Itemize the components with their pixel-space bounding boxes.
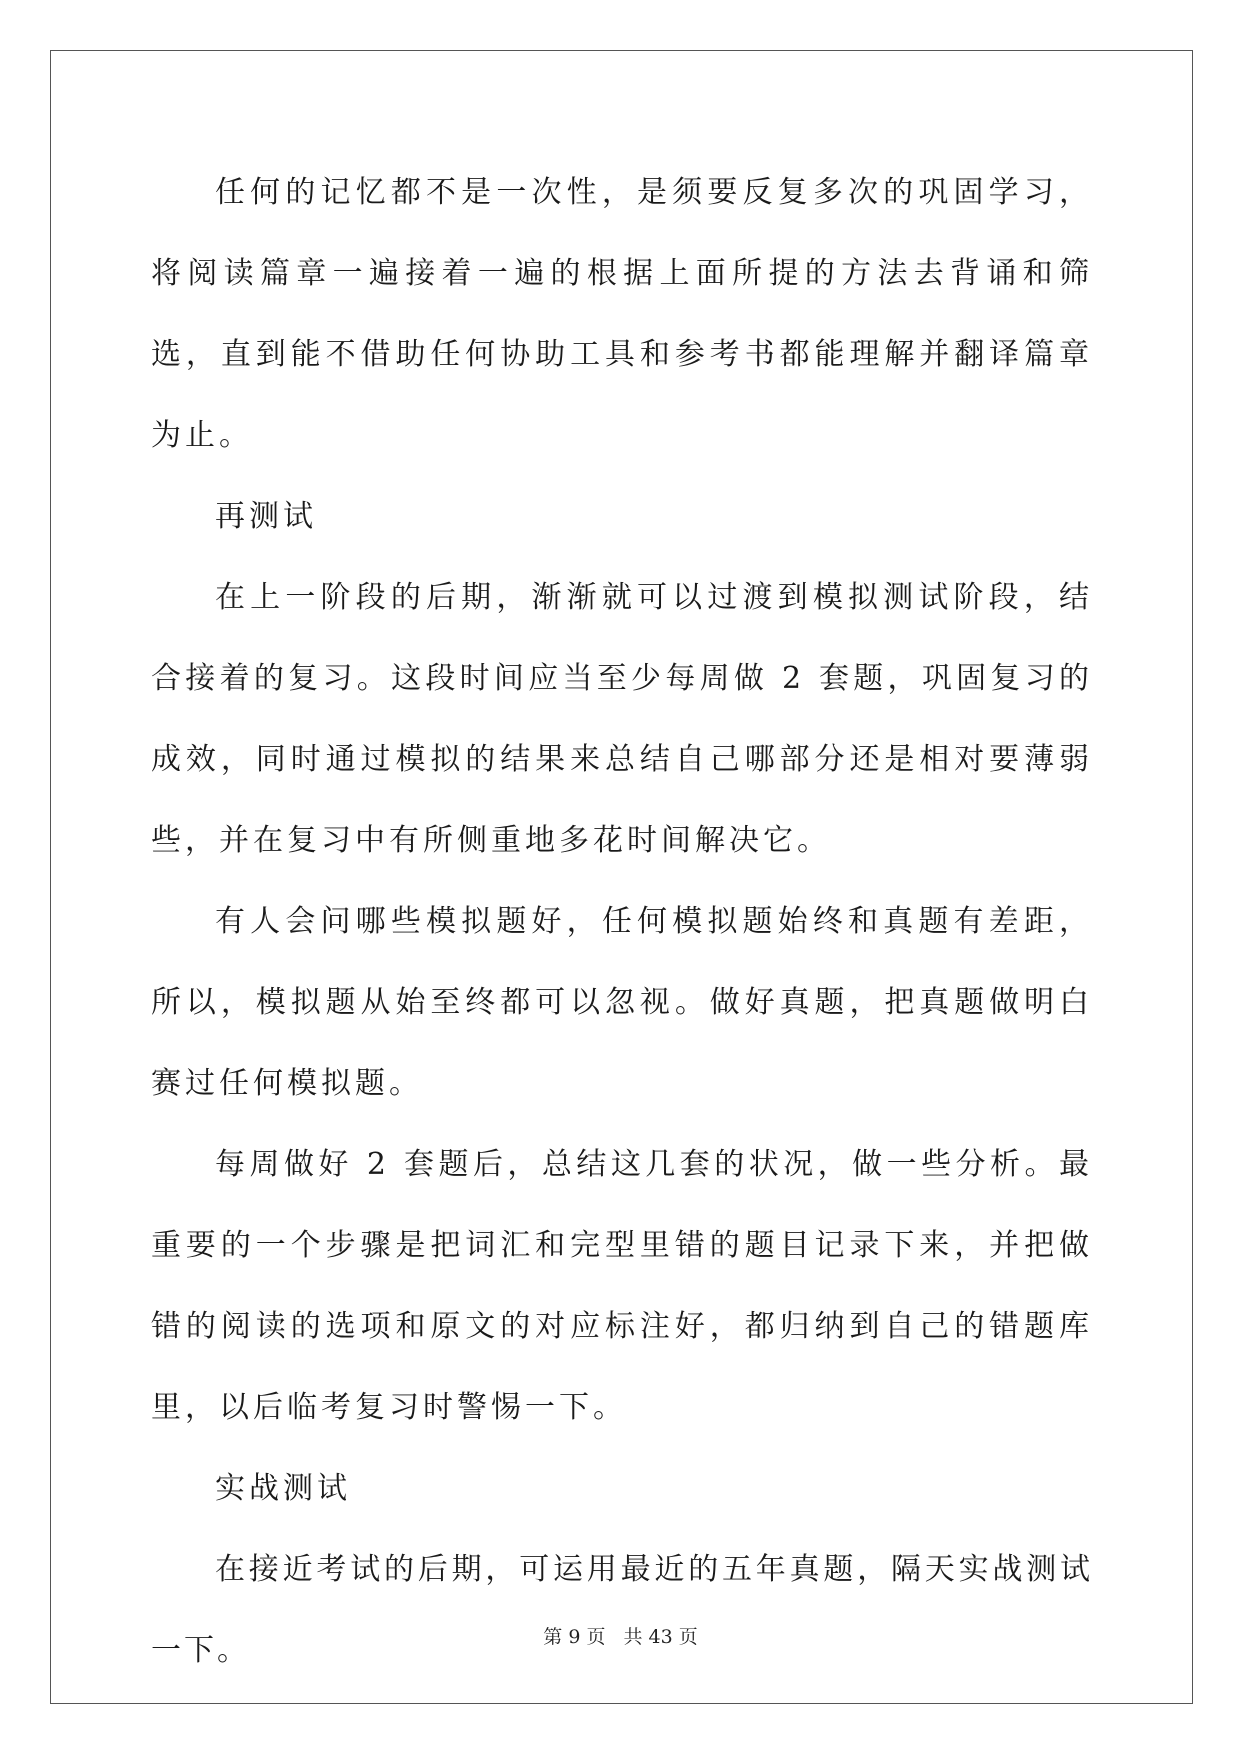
page-number: 第 9 页 xyxy=(543,1626,606,1648)
paragraph-final-stage: 在接近考试的后期，可运用最近的五年真题，隔天实战测试一下。 xyxy=(151,1552,1093,1668)
paragraph-weekly-summary: 每周做好 2 套题后，总结这几套的状况，做一些分析。最重要的一个步骤是把词汇和完型里错的题目记录下来，并把做错的阅读的选项和原文的对应标注好，都归纳到自己的错题库里，以后临考复习时警惕一下。 xyxy=(151,1147,1093,1425)
heading-real-test: 实战测试 xyxy=(215,1471,351,1506)
document-body xyxy=(151,152,1093,1691)
paragraph-mock-test-stage: 在上一阶段的后期，渐渐就可以过渡到模拟测试阶段，结合接着的复习。这段时间应当至少每周做 2 套题，巩固复习的成效，同时通过模拟的结果来总结自己哪部分还是相对要薄弱些，并在复习中有所侧重地多花时间解决它。 xyxy=(151,580,1093,858)
page-total: 共 43 页 xyxy=(623,1626,698,1648)
paragraph-mock-questions: 有人会问哪些模拟题好，任何模拟题始终和真题有差距，所以，模拟题从始至终都可以忽视。做好真题，把真题做明白赛过任何模拟题。 xyxy=(151,904,1093,1101)
page-footer xyxy=(0,1622,1241,1649)
paragraph-review-repetition: 任何的记忆都不是一次性，是须要反复多次的巩固学习，将阅读篇章一遍接着一遍的根据上面所提的方法去背诵和筛选，直到能不借助任何协助工具和参考书都能理解并翻译篇章为止。 xyxy=(151,175,1093,453)
heading-retest: 再测试 xyxy=(215,499,317,534)
